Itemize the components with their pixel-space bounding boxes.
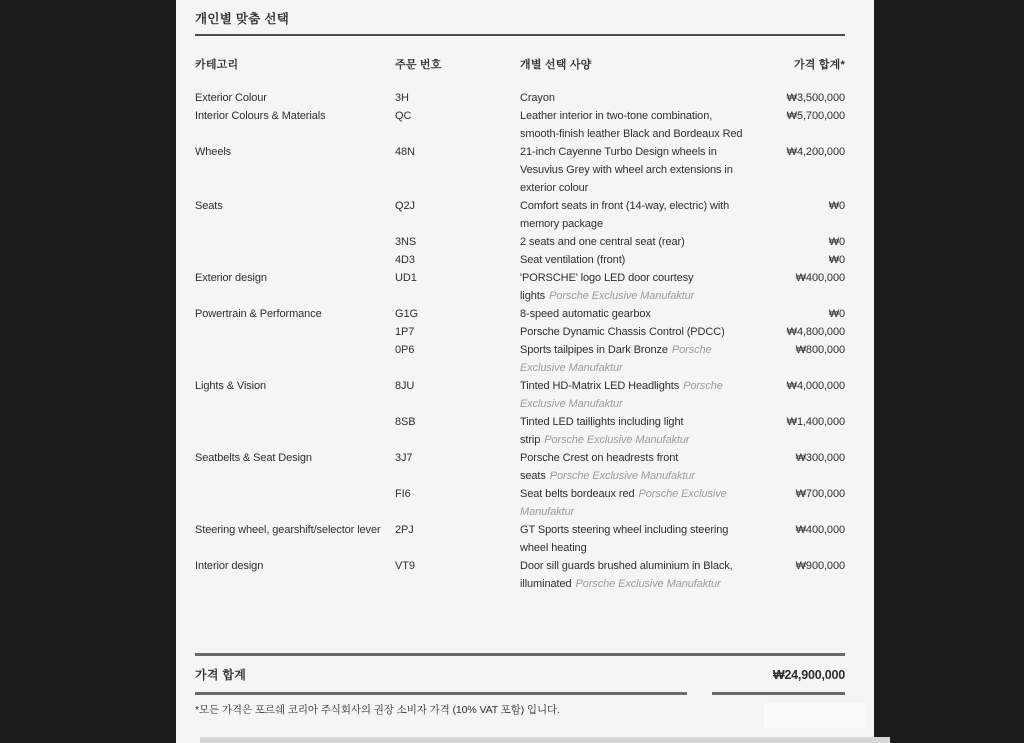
order-code-cell: 3H [395,92,409,104]
table-row [195,107,845,143]
category-cell: Interior Colours & Materials [195,110,326,122]
category-cell [195,251,395,269]
total-row [195,666,845,683]
table-row [195,449,845,485]
option-description-cell [520,143,745,197]
category-cell [195,341,395,377]
price-cell: ₩4,200,000 [786,146,845,158]
category-cell [195,323,395,341]
price-cell: ₩5,700,000 [786,110,845,122]
option-description: Crayon [520,92,555,104]
summary-divider-bottom [195,692,845,695]
option-description: Seat ventilation (front) [520,254,626,266]
document-bottom-edge [200,737,890,743]
manufaktur-label: Porsche Exclusive Manufaktur [520,344,712,374]
order-code-cell: 3J7 [395,452,413,464]
option-description: 2 seats and one central seat (rear) [520,236,685,248]
table-row [195,413,845,449]
option-description-cell [520,323,745,341]
price-cell: ₩700,000 [795,488,845,500]
price-cell: ₩0 [828,200,845,212]
option-description: GT Sports steering wheel including steering wheel heating [520,524,729,554]
order-code-cell: 3NS [395,236,417,248]
table-row [195,269,845,305]
option-description: Leather interior in two-tone combination, smooth-finish leather Black and Bordeaux Red [520,110,743,140]
option-description-cell [520,557,745,593]
divider-segment-left [195,692,687,695]
option-description-cell [520,521,745,557]
option-description-cell [520,485,745,521]
table-row [195,377,845,413]
vat-footnote: *모든 가격은 포르쉐 코리아 주식회사의 권장 소비자 가격 (10% VAT 포함) 입니다. [195,704,560,716]
category-cell [195,413,395,449]
category-cell: Seatbelts & Seat Design [195,452,312,464]
total-value: ₩24,900,000 [772,668,845,682]
price-cell: ₩0 [828,308,845,320]
configuration-price-sheet [176,0,874,743]
title-divider [195,34,845,36]
category-cell: Wheels [195,146,232,158]
manufaktur-label: Porsche Exclusive Manufaktur [520,488,727,518]
order-code-cell: QC [395,110,412,122]
table-row [195,305,845,323]
category-cell: Seats [195,200,223,212]
manufaktur-label: Porsche Exclusive Manufaktur [549,290,695,302]
price-cell: ₩0 [828,254,845,266]
order-code-cell: VT9 [395,560,415,572]
option-description-cell [520,251,745,269]
column-header-category: 카테고리 [195,59,239,71]
manufaktur-label: Porsche Exclusive Manufaktur [520,380,723,410]
option-description: Tinted LED taillights including light strip [520,416,684,446]
watermark-remnant [764,703,866,728]
summary-divider-top [195,653,845,656]
option-description: Tinted HD-Matrix LED Headlights [520,380,680,392]
order-code-cell: 4D3 [395,254,415,266]
table-row [195,323,845,341]
option-description: Sports tailpipes in Dark Bronze [520,344,668,356]
price-cell: ₩300,000 [795,452,845,464]
option-description: 8-speed automatic gearbox [520,308,651,320]
option-description-cell [520,233,745,251]
table-column-headers [195,58,845,72]
column-header-option: 개별 선택 사양 [520,59,592,71]
price-summary [195,653,845,717]
price-cell: ₩4,800,000 [786,326,845,338]
table-row [195,197,845,233]
option-description: Porsche Crest on headrests front seats [520,452,679,482]
category-cell: Exterior design [195,272,267,284]
category-cell: Steering wheel, gearshift/selector lever [195,524,381,536]
price-cell: ₩4,000,000 [786,380,845,392]
option-description-cell [520,449,745,485]
order-code-cell: 1P7 [395,326,415,338]
category-cell: Powertrain & Performance [195,308,322,320]
divider-segment-gap [687,692,712,695]
table-row [195,485,845,521]
table-row [195,557,845,593]
order-code-cell: UD1 [395,272,417,284]
category-cell [195,233,395,251]
price-cell: ₩3,500,000 [786,92,845,104]
price-cell: ₩0 [828,236,845,248]
page-title: 개인별 맞춤 선택 [195,12,290,26]
option-description-cell [520,341,745,377]
column-header-price: 가격 합계* [793,59,845,71]
category-cell: Interior design [195,560,264,572]
manufaktur-label: Porsche Exclusive Manufaktur [549,470,695,482]
order-code-cell: G1G [395,308,418,320]
table-row [195,233,845,251]
order-code-cell: 48N [395,146,415,158]
option-description: Porsche Dynamic Chassis Control (PDCC) [520,326,725,338]
option-description-cell [520,377,745,413]
option-description: 'PORSCHE' logo LED door courtesy lights [520,272,694,302]
price-cell: ₩800,000 [795,344,845,356]
manufaktur-label: Porsche Exclusive Manufaktur [575,578,721,590]
option-description-cell [520,269,745,305]
category-cell: Lights & Vision [195,380,267,392]
price-cell: ₩400,000 [795,524,845,536]
option-description-cell [520,89,745,107]
option-description: 21-inch Cayenne Turbo Design wheels in Vesuvius Grey with wheel arch extensions in exterior colour [520,146,733,194]
order-code-cell: 8JU [395,380,415,392]
divider-segment-right [712,692,845,695]
option-description-cell [520,107,745,143]
option-description-cell [520,305,745,323]
table-row [195,143,845,197]
option-description: Seat belts bordeaux red [520,488,635,500]
column-header-order-number: 주문 번호 [395,59,442,71]
order-code-cell: Q2J [395,200,415,212]
category-cell [195,485,395,521]
order-code-cell: 2PJ [395,524,414,536]
total-label: 가격 합계 [195,668,247,682]
manufaktur-label: Porsche Exclusive Manufaktur [544,434,690,446]
price-cell: ₩400,000 [795,272,845,284]
table-row [195,89,845,107]
order-code-cell: 0P6 [395,344,415,356]
table-row [195,521,845,557]
order-code-cell: 8SB [395,416,416,428]
category-cell: Exterior Colour [195,92,267,104]
option-description: Door sill guards brushed aluminium in Black, illuminated [520,560,733,590]
price-cell: ₩900,000 [795,560,845,572]
option-description-cell [520,197,745,233]
table-rows [195,89,845,593]
table-row [195,251,845,269]
option-description: Comfort seats in front (14-way, electric) with memory package [520,200,730,230]
option-description-cell [520,413,745,449]
order-code-cell: FI6 [395,488,411,500]
price-cell: ₩1,400,000 [786,416,845,428]
table-row [195,341,845,377]
